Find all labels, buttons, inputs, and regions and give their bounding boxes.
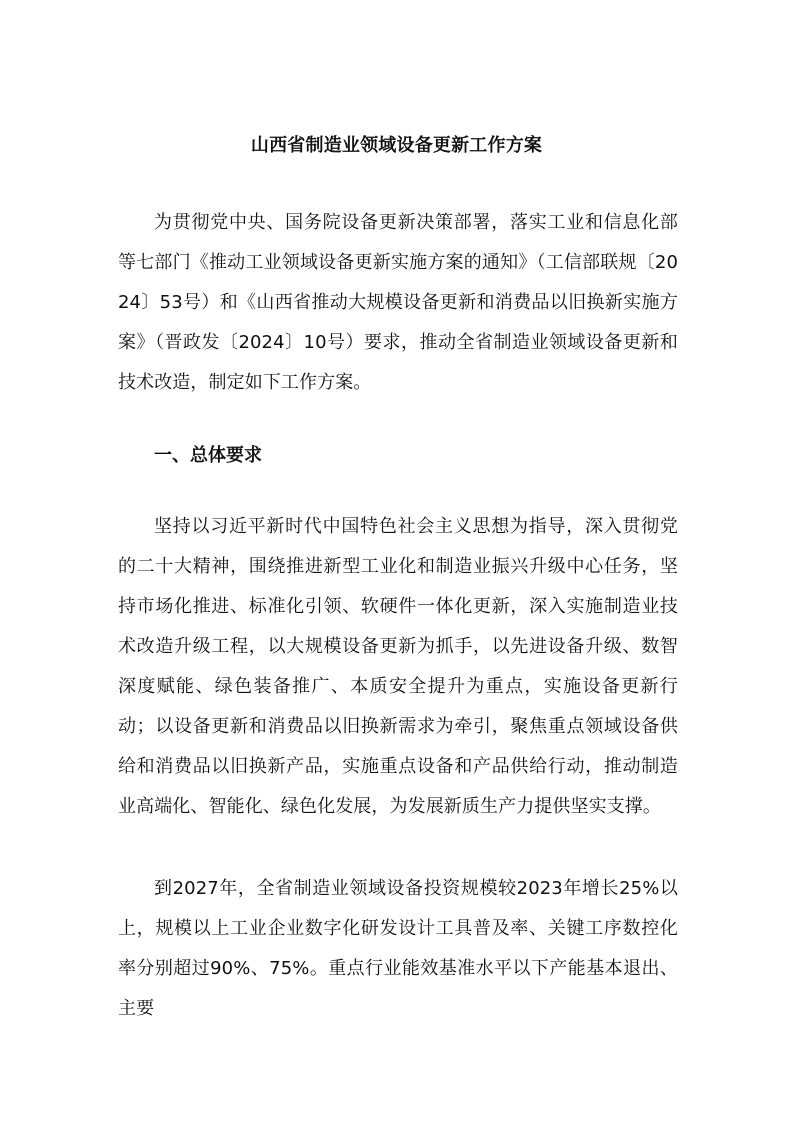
intro-paragraph: 为贯彻党中央、国务院设备更新决策部署，落实工业和信息化部等七部门《推动工业领域设备更新实施方案的通知》（工信部联规〔2024〕53号）和《山西省推动大规模设备更新和消费品以旧换新实施方案》（晋政发〔2024〕10号）要求，推动全省制造业领域设备更新和技术改造，制定如下工作方案。 bbox=[118, 212, 678, 393]
section-heading: 一、总体要求 bbox=[154, 445, 262, 466]
targets-paragraph: 到2027年，全省制造业领域设备投资规模较2023年增长25%以上，规模以上工业企业数字化研发设计工具普及率、关键工序数控化率分别超过90%、75%。重点行业能效基准水平以下产能基本退出、主要 bbox=[118, 878, 678, 1019]
requirements-paragraph: 坚持以习近平新时代中国特色社会主义思想为指导，深入贯彻党的二十大精神，围绕推进新型工业化和制造业振兴升级中心任务，坚持市场化推进、标准化引领、软硬件一体化更新，深入实施制造业技术改造升级工程，以大规模设备更新为抓手，以先进设备升级、数智深度赋能、绿色装备推广、本质安全提升为重点，实施设备更新行动；以设备更新和消费品以旧换新需求为牵引，聚焦重点领域设备供给和消费品以旧换新产品，实施重点设备和产品供给行动，推动制造业高端化、智能化、绿色化发展，为发展新质生产力提供坚实支撑。 bbox=[118, 516, 678, 817]
document-title: 山西省制造业领域设备更新工作方案 bbox=[250, 135, 543, 156]
